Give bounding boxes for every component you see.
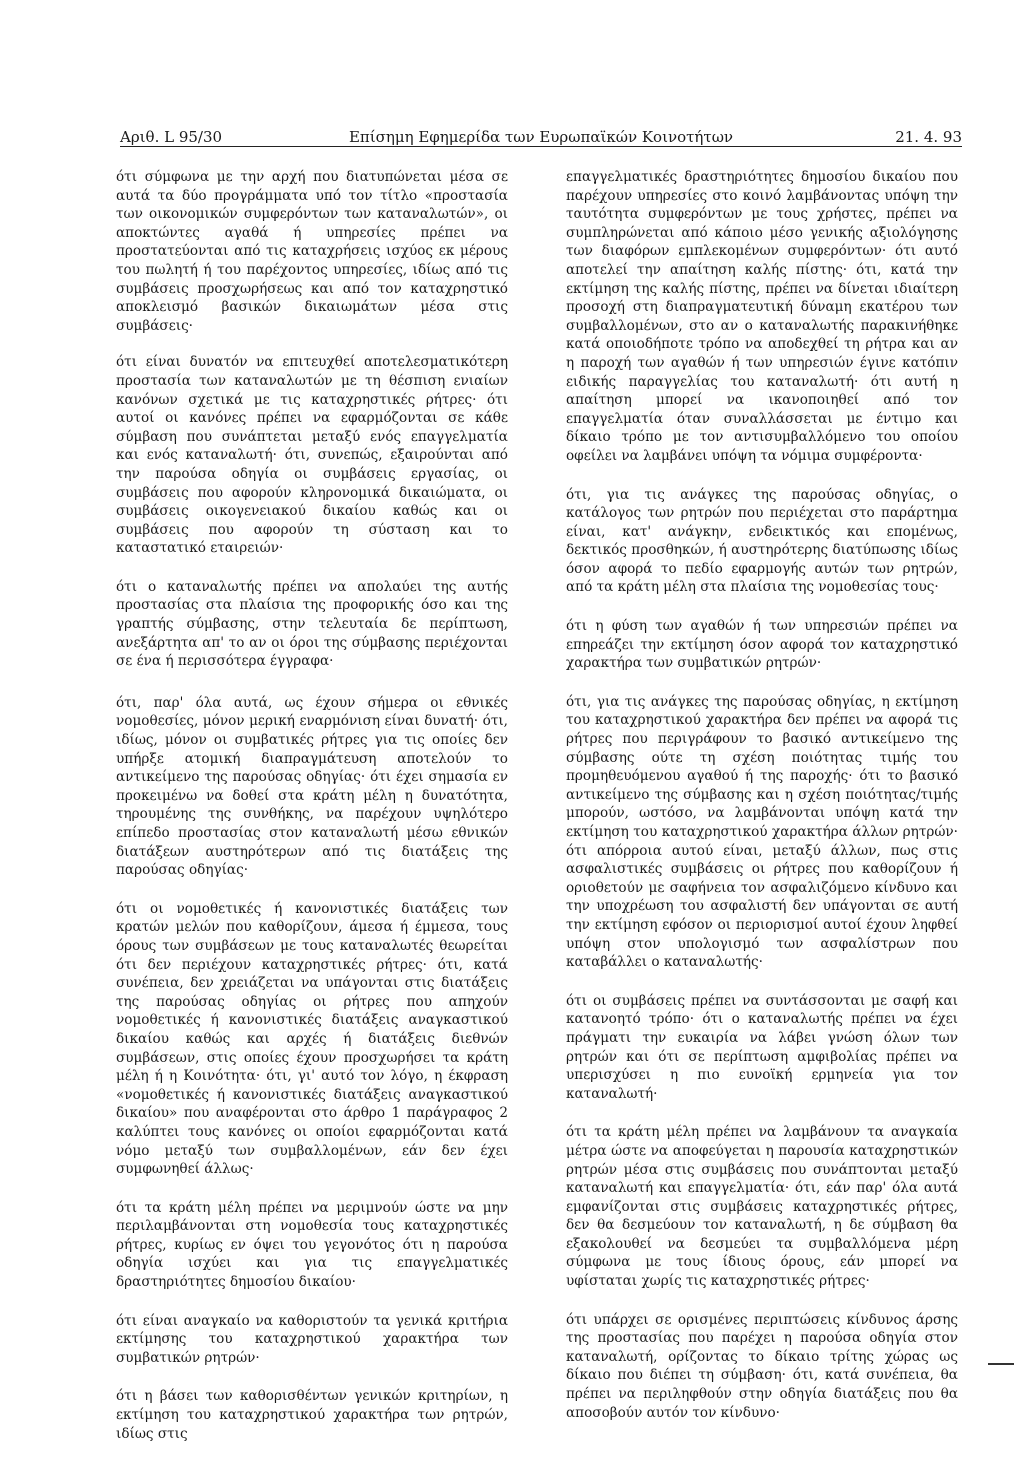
left-column	[116, 168, 508, 1443]
page-header	[120, 120, 962, 147]
scan-mark	[988, 1363, 1014, 1365]
right-column	[566, 168, 958, 1422]
paragraph: ότι, για τις ανάγκες της παρούσας οδηγίας, ο κατάλογος των ρητρών που περιέχεται στο παράρτημα είναι, κατ' ανάγκην, ενδεικτικός και επομένως, δεκτικός προσθηκών, ή αυστηρότερης διατύπωσης ιδίως όσον αφορά το πεδίο εφαρμογής αυτών των ρητρών, από τα κράτη μέλη στα πλαίσια της νομοθεσίας τους·	[566, 486, 958, 596]
paragraph: ότι τα κράτη μέλη πρέπει να μεριμνούν ώστε να μην περιλαμβάνονται στη νομοθεσία τους καταχρηστικές ρήτρες, κυρίως εν όψει του γεγονότος ότι η παρούσα οδηγία ισχύει και για τις επαγγελματικές δραστηριότητες δημοσίου δικαίου·	[116, 1199, 508, 1291]
issue-reference: Αριθ. L 95/30	[120, 128, 223, 146]
paragraph: ότι οι νομοθετικές ή κανονιστικές διατάξεις των κρατών μελών που καθορίζουν, άμεσα ή έμμεσα, τους όρους των συμβάσεων με τους καταναλωτές θεωρείται ότι δεν περιέχουν καταχρηστικές ρήτρες· ότι, κατά συνέπεια, δεν χρειάζεται να υπάγονται στις διατάξεις της παρούσας οδηγίας οι ρήτρες που απηχούν νομοθετικές ή κανονιστικές διατάξεις αναγκαστικού δικαίου καθώς και αρχές ή διατάξεις διεθνών συμβάσεων, στις οποίες έχουν προσχωρήσει τα κράτη μέλη ή η Κοινότητα· ότι, γι' αυτό τον λόγο, η έκφραση «νομοθετικές ή κανονιστικές διατάξεις αναγκαστικού δικαίου» που αναφέρονται στο άρθρο 1 παράγραφος 2 καλύπτει τους κανόνες οι οποίοι εφαρμόζονται κατά νόμο μεταξύ των συμβαλλομένων, εάν δεν έχει συμφωνηθεί άλλως·	[116, 900, 508, 1178]
paragraph: ότι η φύση των αγαθών ή των υπηρεσιών πρέπει να επηρεάζει την εκτίμηση όσον αφορά τον καταχρηστικό χαρακτήρα των συμβατικών ρητρών·	[566, 618, 958, 672]
paragraph: ότι υπάρχει σε ορισμένες περιπτώσεις κίνδυνος άρσης της προστασίας που παρέχει η παρούσα οδηγία στον καταναλωτή, ορίζοντας το δίκαιο τρίτης χώρας ως δίκαιο που διέπει τη σύμβαση· ότι, κατά συνέπεια, θα πρέπει να περιληφθούν στην οδηγία διατάξεις που θα αποσοβούν αυτόν τον κίνδυνο·	[566, 1311, 958, 1421]
paragraph: ότι η βάσει των καθορισθέντων γενικών κριτηρίων, η εκτίμηση του καταχρηστικού χαρακτήρα των ρητρών, ιδίως στις	[116, 1388, 508, 1442]
journal-title: Επίσημη Εφημερίδα των Ευρωπαϊκών Κοινοτήτων	[348, 128, 734, 146]
paragraph: ότι, για τις ανάγκες της παρούσας οδηγίας, η εκτίμηση του καταχρηστικού χαρακτήρα δεν πρέπει να αφορά τις ρήτρες που περιγράφουν το βασικό αντικείμενο της σύμβασης ούτε τη σχέση ποιότητας τιμής του προμηθευόμενου αγαθού ή της παροχής· ότι το βασικό αντικείμενο της σύμβασης και η σχέση ποιότητας/τιμής μπορούν, ωστόσο, να λαμβάνονται υπόψη κατά την εκτίμηση του καταχρηστικού χαρακτήρα άλλων ρητρών· ότι απόρροια αυτού είναι, μεταξύ άλλων, πως στις ασφαλιστικές συμβάσεις οι ρήτρες που καθορίζουν ή οριοθετούν με σαφήνεια τον ασφαλιζόμενο κίνδυνο και την υποχρέωση του ασφαλιστή δεν υπάγονται σε αυτή την εκτίμηση εφόσον οι περιορισμοί αυτοί έχουν ληφθεί υπόψη στον υπολογισμό των ασφαλίστρων που καταβάλλει ο καταναλωτής·	[566, 693, 958, 971]
paragraph: επαγγελματικές δραστηριότητες δημοσίου δικαίου που παρέχουν υπηρεσίες στο κοινό λαμβάνοντας υπόψη την ταυτότητα συμφερόντων με τους χρήστες, πρέπει να συμπληρώνεται από κάποιο μέσο γενικής αξιολόγησης των διαφόρων εμπλεκομένων συμφερόντων· ότι αυτό αποτελεί την απαίτηση καλής πίστης· ότι, κατά την εκτίμηση της καλής πίστης, πρέπει να δίνεται ιδιαίτερη προσοχή στη διαπραγματευτική δύναμη εκατέρου των συμβαλλομένων, στο αν ο καταναλωτής παρακινήθηκε κατά οποιοδήποτε τρόπο να αποδεχθεί τη ρήτρα και αν η παροχή των αγαθών ή των υπηρεσιών έγινε κατόπιν ειδικής παραγγελίας του καταναλωτή· ότι αυτή η απαίτηση μπορεί να ικανοποιηθεί από τον επαγγελματία όταν συναλλάσσεται με έντιμο και δίκαιο τρόπο με τον αντισυμβαλλόμενο του οποίου οφείλει να λαμβάνει υπόψη τα νόμιμα συμφέροντα·	[566, 169, 958, 464]
paragraph: ότι οι συμβάσεις πρέπει να συντάσσονται με σαφή και κατανοητό τρόπο· ότι ο καταναλωτής πρέπει να έχει πράγματι την ευκαιρία να λάβει γνώση όλων των ρητρών και ότι σε περίπτωση αμφιβολίας πρέπει να υπερισχύσει η πιο ευνοϊκή ερμηνεία για τον καταναλωτή·	[566, 992, 958, 1102]
issue-date: 21. 4. 93	[895, 128, 962, 146]
paragraph: ότι, παρ' όλα αυτά, ως έχουν σήμερα οι εθνικές νομοθεσίες, μόνον μερική εναρμόνιση είναι δυνατή· ότι, ιδίως, μόνον οι συμβατικές ρήτρες για τις οποίες δεν υπήρξε ατομική διαπραγμάτευση αποτελούν το αντικείμενο της παρούσας οδηγίας· ότι έχει σημασία εν προκειμένω να δοθεί στα κράτη μέλη η δυνατότητα, τηρουμένης της συνθήκης, να παρέχουν υψηλότερο επίπεδο προστασίας στον καταναλωτή μέσω εθνικών διατάξεων αυστηρότερων από τις διατάξεις της παρούσας οδηγίας·	[116, 694, 508, 879]
paragraph: ότι σύμφωνα με την αρχή που διατυπώνεται μέσα σε αυτά τα δύο προγράμματα υπό τον τίτλο «προστασία των οικονομικών συμφερόντων των καταναλωτών», οι αποκτώντες αγαθά ή υπηρεσίες πρέπει να προστατεύονται από τις καταχρήσεις ισχύος εκ μέρους του πωλητή ή του παρέχοντος υπηρεσίες, ιδίως από τις συμβάσεις προσχωρήσεως και από τον καταχρηστικό αποκλεισμό βασικών δικαιωμάτων μέσα στις συμβάσεις·	[116, 169, 508, 334]
paragraph: ότι είναι αναγκαίο να καθοριστούν τα γενικά κριτήρια εκτίμησης του καταχρηστικού χαρακτήρα των συμβατικών ρητρών·	[116, 1312, 508, 1366]
paragraph: ότι τα κράτη μέλη πρέπει να λαμβάνουν τα αναγκαία μέτρα ώστε να αποφεύγεται η παρουσία καταχρηστικών ρητρών μέσα στις συμβάσεις που συνάπτονται μεταξύ καταναλωτή και επαγγελματία· ότι, εάν παρ' όλα αυτά εμφανίζονται στις συμβάσεις καταχρηστικές ρήτρες, δεν θα δεσμεύουν τον καταναλωτή, η δε σύμβαση θα εξακολουθεί να δεσμεύει τα συμβαλλόμενα μέρη σύμφωνα με τους ίδιους όρους, εάν μπορεί να υφίσταται χωρίς τις καταχρηστικές ρήτρες·	[566, 1124, 958, 1290]
paragraph: ότι ο καταναλωτής πρέπει να απολαύει της αυτής προστασίας στα πλαίσια της προφορικής όσο και της γραπτής σύμβασης, στην τελευταία δε περίπτωση, ανεξάρτητα απ' το αν οι όροι της σύμβασης περιέχονται σε ένα ή περισσότερα έγγραφα·	[116, 578, 508, 670]
paragraph: ότι είναι δυνατόν να επιτευχθεί αποτελεσματικότερη προστασία των καταναλωτών με τη θέσπιση ενιαίων κανόνων σχετικά με τις καταχρηστικές ρήτρες· ότι αυτοί οι κανόνες πρέπει να εφαρμόζονται σε κάθε σύμβαση που συνάπτεται μεταξύ ενός επαγγελματία και ενός καταναλωτή· ότι, συνεπώς, εξαιρούνται από την παρούσα οδηγία οι συμβάσεις εργασίας, οι συμβάσεις που αφορούν κληρονομικά δικαιώματα, οι συμβάσεις οικογενειακού δικαίου καθώς και οι συμβάσεις που αφορούν τη σύσταση και το καταστατικό εταιρειών·	[116, 354, 508, 557]
